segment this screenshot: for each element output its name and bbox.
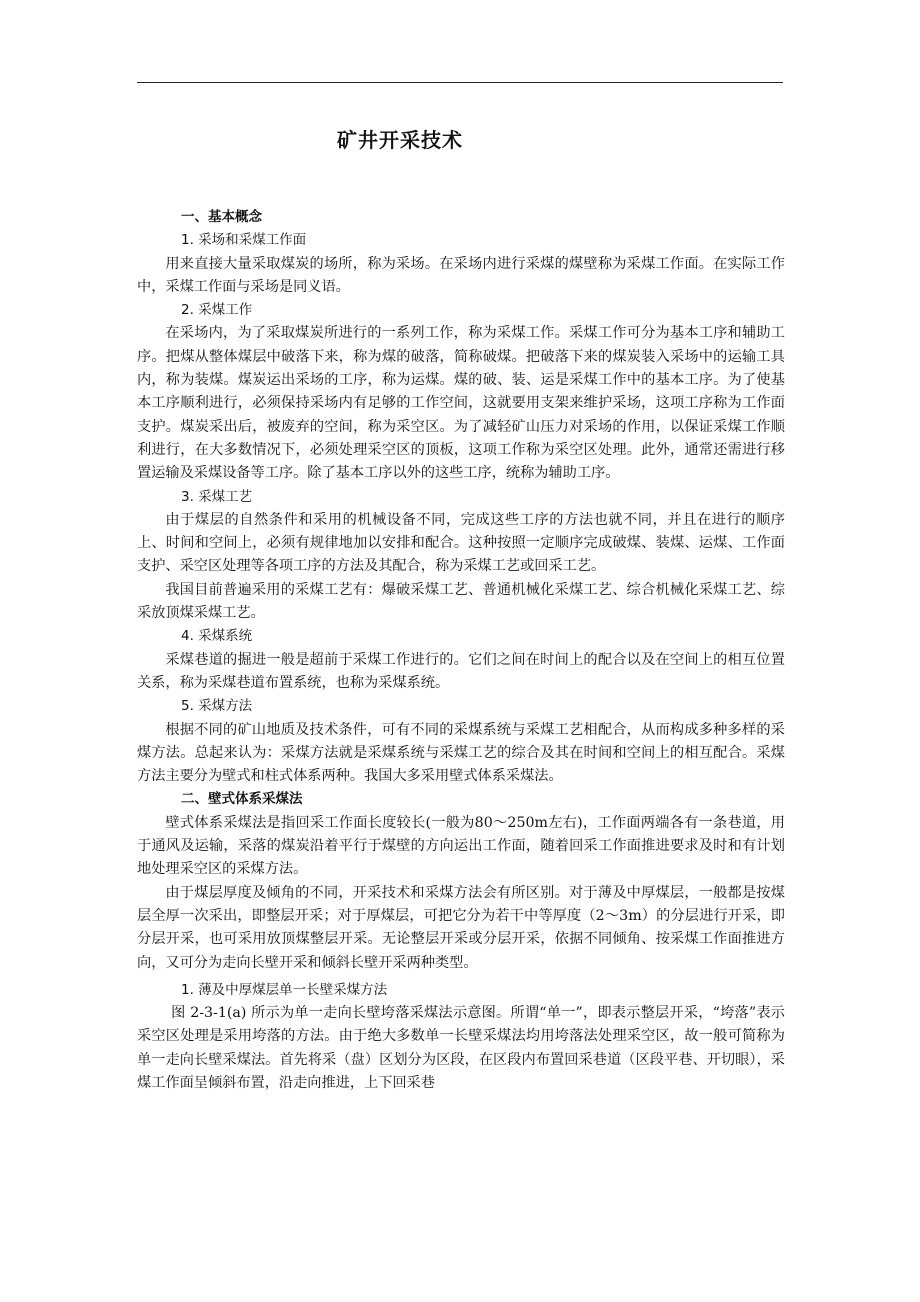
paragraph: 采煤巷道的掘进一般是超前于采煤工作进行的。它们之间在时间上的配合以及在空间上的相互位置关系，称为采煤巷道布置系统，也称为采煤系统。	[137, 651, 785, 691]
paragraph: 图 2-3-1(a) 所示为单一走向长壁垮落采煤法示意图。所谓“单一”，即表示整层开采，“垮落”表示采空区处理是采用垮落的方法。由于绝大多数单一长壁采煤法均用垮落法处理采空区，故一般可简称为单一走向长壁采煤法。首先将采（盘）区划分为区段，在区段内布置回采巷道（区段平巷、开切眼），采煤工作面呈倾斜布置，沿走向推进，上下回采巷	[137, 1005, 785, 1091]
document-body	[137, 206, 785, 1095]
subsection-heading-mining-system: 4. 采煤系统	[181, 628, 253, 645]
paragraph: 用来直接大量采取煤炭的场所，称为采场。在采场内进行采煤的煤壁称为采煤工作面。在实际工作中，采煤工作面与采场是同义语。	[137, 255, 785, 295]
subsection-heading-single-longwall: 1. 薄及中厚煤层单一长壁采煤方法	[181, 981, 388, 998]
subsection-heading-mining-technology: 3. 采煤工艺	[181, 488, 253, 505]
header-rule	[137, 82, 783, 83]
section-heading-basic-concepts: 一、基本概念	[181, 209, 262, 225]
paragraph: 根据不同的矿山地质及技术条件，可有不同的采煤系统与采煤工艺相配合，从而构成多种多样的采煤方法。总起来认为：采煤方法就是采煤系统与采煤工艺的综合及其在时间和空间上的相互配合。采煤方法主要分为壁式和柱式体系两种。我国大多采用壁式体系采煤法。	[137, 721, 785, 785]
paragraph: 我国目前普遍采用的采煤工艺有：爆破采煤工艺、普通机械化采煤工艺、综合机械化采煤工艺、综采放顶煤采煤工艺。	[137, 581, 785, 622]
paragraph: 由于煤层厚度及倾角的不同，开采技术和采煤方法会有所区别。对于薄及中厚煤层，一般都是按煤层全厚一次采出，即整层开采；对于厚煤层，可把它分为若干中等厚度（2～3m）的分层进行开采，即分层开采，也可采用放顶煤整层开采。无论整层开采或分层开采，依据不同倾角、按采煤工作面推进方向，又可分为走向长壁开采和倾斜长壁开采两种类型。	[137, 884, 785, 971]
subsection-heading-stope: 1. 采场和采煤工作面	[181, 232, 307, 249]
section-heading-longwall: 二、壁式体系采煤法	[181, 791, 303, 808]
document-title: 矿井开采技术	[337, 128, 463, 152]
paragraph: 由于煤层的自然条件和采用的机械设备不同，完成这些工序的方法也就不同，并且在进行的顺序上、时间和空间上，必须有规律地加以安排和配合。这种按照一定顺序完成破煤、装煤、运煤、工作面支护、采空区处理等各项工序的方法及其配合，称为采煤工艺或回采工艺。	[137, 511, 785, 575]
paragraph: 壁式体系采煤法是指回采工作面长度较长(一般为80～250m左右)，工作面两端各有一条巷道，用于通风及运输，采落的煤炭沿着平行于煤壁的方向运出工作面，随着回采工作面推进要求及时和有计划地处理采空区的采煤方法。	[137, 814, 785, 878]
subsection-heading-mining-work: 2. 采煤工作	[181, 302, 253, 319]
paragraph: 在采场内，为了采取煤炭所进行的一系列工作，称为采煤工作。采煤工作可分为基本工序和辅助工序。把煤从整体煤层中破落下来，称为煤的破落，简称破煤。把破落下来的煤炭装入采场中的运输工具内，称为装煤。煤炭运出采场的工序，称为运煤。煤的破、装、运是采煤工作中的基本工序。为了使基本工序顺利进行，必须保持采场内有足够的工作空间，这就要用支架来维护采场，这项工序称为工作面支护。煤炭采出后，被废弃的空间，称为采空区。为了减轻矿山压力对采场的作用，以保证采煤工作顺利进行，在大多数情况下，必须处理采空区的顶板，这项工作称为采空区处理。此外，通常还需进行移置运输及采煤设备等工序。除了基本工序以外的这些工序，统称为辅助工序。	[137, 325, 785, 482]
subsection-heading-mining-method: 5. 采煤方法	[181, 698, 253, 715]
